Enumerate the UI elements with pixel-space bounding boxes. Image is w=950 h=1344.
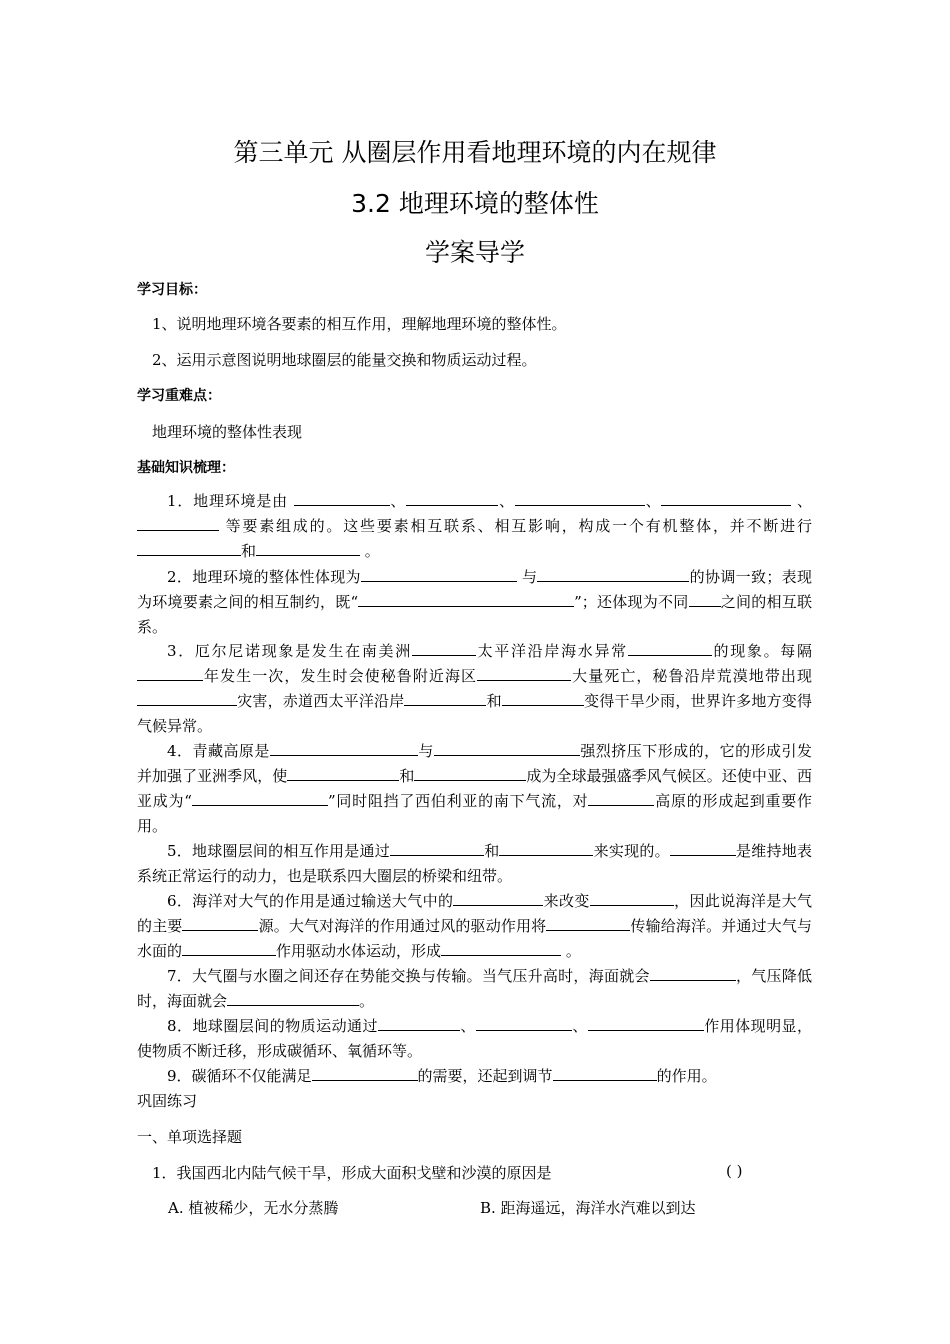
answer-blank[interactable]: [477, 666, 571, 681]
answer-blank[interactable]: [294, 491, 390, 506]
basics-question-2: 2．地理环境的整体性体现为 与 的协调一致；表现为环境要素之间的相互制约，既“ ”；还体现为不同 之间的相互联系。: [137, 568, 813, 636]
answer-blank[interactable]: [182, 941, 276, 956]
answer-blank[interactable]: [546, 916, 630, 931]
basics-question-1: 1．地理环境是由 、 、 、 、 等要素组成的。这些要素相互联系、相互影响，构成一个有机整体，并不断进行和 。: [137, 489, 812, 564]
answer-blank[interactable]: [537, 567, 689, 582]
doc-type-title: 学案导学: [424, 238, 525, 267]
basics-question-4: 4．青藏高原是 与 强烈挤压下形成的，它的形成引发并加强了亚洲季风，使 和 成为全球最强盛季风气候区。还使中亚、西亚成为“ ”同时阻挡了西伯利亚的南下气流，对 高原的形成起到重要作用。: [137, 742, 812, 835]
answer-blank[interactable]: [358, 592, 574, 607]
basics-question-8: 8．地球圈层间的物质运动通过 、 、 作用体现明显，使物质不断迁移，形成碳循环、氧循环等。: [137, 1017, 812, 1060]
answer-blank[interactable]: [628, 641, 712, 656]
unit-title: 第三单元 从圈层作用看地理环境的内在规律: [233, 138, 717, 167]
answer-blank[interactable]: [412, 641, 476, 656]
answer-blank[interactable]: [515, 491, 645, 506]
answer-blank[interactable]: [390, 841, 484, 856]
answer-blank[interactable]: [137, 541, 241, 556]
answer-blank[interactable]: [502, 691, 584, 706]
answer-blank[interactable]: [689, 592, 721, 607]
answer-blank[interactable]: [270, 741, 418, 756]
option-a[interactable]: A. 植被稀少，无水分蒸腾: [168, 1199, 339, 1217]
answer-blank[interactable]: [378, 1016, 460, 1031]
key-points-text: 地理环境的整体性表现: [152, 423, 303, 441]
basics-heading: 基础知识梳理：: [137, 460, 235, 476]
answer-blank[interactable]: [404, 691, 486, 706]
answer-blank[interactable]: [192, 791, 328, 806]
basics-question-6: 6．海洋对大气的作用是通过输送大气中的 来改变 ，因此说海洋是大气的主要 源。大气对海洋的作用通过风的驱动作用将 传输给海洋。并通过大气与水面的 作用驱动水体运动，形成 。: [137, 892, 812, 960]
answer-blank[interactable]: [650, 966, 736, 981]
basics-question-9: 9．碳循环不仅能满足 的需要，还起到调节 的作用。: [167, 1067, 717, 1085]
objective-item: 1、说明地理环境各要素的相互作用，理解地理环境的整体性。: [152, 315, 567, 333]
answer-blank[interactable]: [499, 841, 593, 856]
answer-blank[interactable]: [287, 766, 399, 781]
answer-blank[interactable]: [361, 567, 517, 582]
answer-blank[interactable]: [590, 891, 674, 906]
answer-blank[interactable]: [227, 991, 359, 1006]
answer-blank[interactable]: [553, 1066, 657, 1081]
option-b[interactable]: B. 距海遥远，海洋水汽难以到达: [480, 1199, 696, 1217]
answer-blank[interactable]: [137, 666, 203, 681]
basics-question-5: 5．地球圈层间的相互作用是通过 和 来实现的。 是维持地表系统正常运行的动力，也是联系四大圈层的桥梁和纽带。: [137, 842, 812, 885]
key-points-heading: 学习重难点：: [137, 388, 221, 404]
answer-blank[interactable]: [661, 491, 791, 506]
objectives-heading: 学习目标：: [137, 282, 207, 298]
answer-blank[interactable]: [441, 941, 561, 956]
answer-blank[interactable]: [588, 1016, 704, 1031]
answer-blank[interactable]: [182, 916, 258, 931]
practice-section-title: 一、单项选择题: [137, 1128, 243, 1146]
answer-blank[interactable]: [453, 891, 543, 906]
answer-blank[interactable]: [406, 491, 498, 506]
answer-blank[interactable]: [312, 1066, 418, 1081]
answer-blank[interactable]: [434, 741, 580, 756]
answer-paren[interactable]: ( ): [726, 1162, 743, 1180]
practice-question-1: 1．我国西北内陆气候干旱，形成大面积戈壁和沙漠的原因是: [152, 1164, 552, 1182]
answer-blank[interactable]: [256, 541, 360, 556]
answer-blank[interactable]: [670, 841, 736, 856]
basics-question-3: 3．厄尔尼诺现象是发生在南美洲 太平洋沿岸海水异常 的现象。每隔年发生一次，发生时会使秘鲁附近海区 大量死亡，秘鲁沿岸荒漠地带出现灾害，赤道西太平洋沿岸 和 变得干旱少雨，世界许多地方变得气候异常。: [137, 642, 812, 735]
answer-blank[interactable]: [137, 516, 219, 531]
basics-question-7: 7．大气圈与水圈之间还存在势能交换与传输。当气压升高时，海面就会 ，气压降低时，海面就会 。: [137, 967, 812, 1010]
answer-blank[interactable]: [476, 1016, 572, 1031]
practice-heading: 巩固练习: [137, 1092, 198, 1110]
answer-blank[interactable]: [137, 691, 237, 706]
objective-item: 2、运用示意图说明地球圈层的能量交换和物质运动过程。: [152, 351, 537, 369]
answer-blank[interactable]: [588, 791, 654, 806]
answer-blank[interactable]: [414, 766, 526, 781]
lesson-title: 3.2 地理环境的整体性: [351, 189, 599, 218]
